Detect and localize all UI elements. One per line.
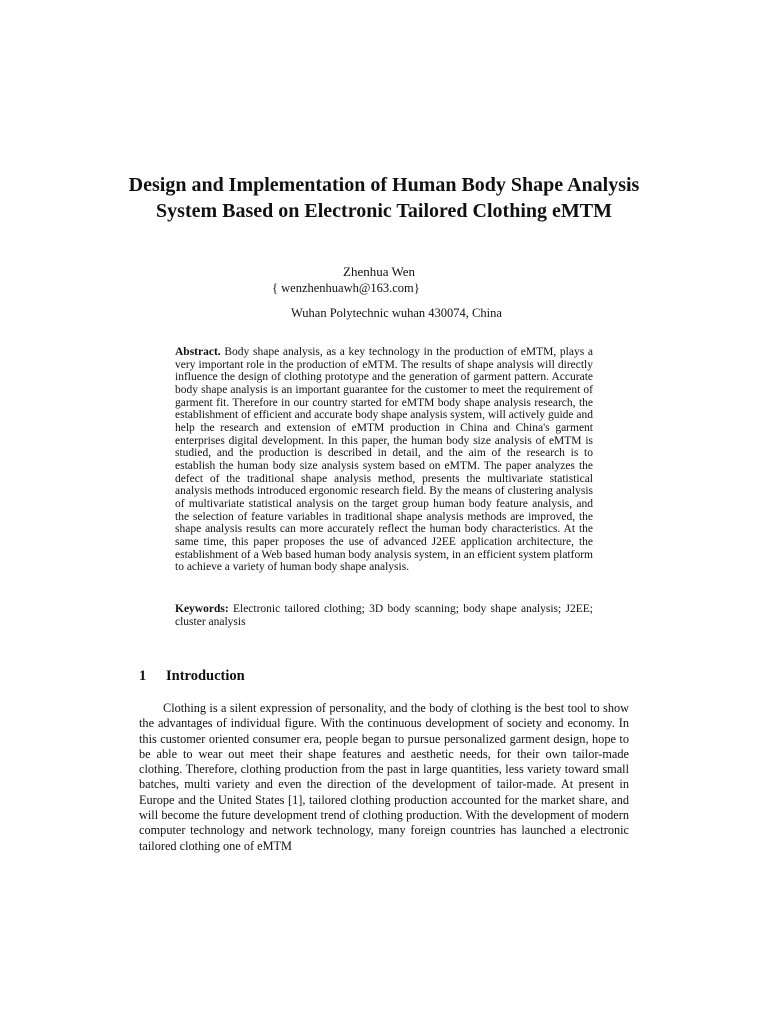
author-name: Zhenhua Wen [343, 264, 415, 279]
keywords-text: Electronic tailored clothing; 3D body scanning; body shape analysis; J2EE; cluster analysis [175, 603, 593, 628]
abstract [175, 346, 593, 574]
keywords [175, 603, 593, 628]
introduction-paragraph: Clothing is a silent expression of personality, and the body of clothing is the best tool to show the advantages of individual figure. With the continuous development of society and economy. In this customer oriented consumer era, people began to pursue personalized garment design, hope to be able to wear out meet their shape features and aesthetic needs, for their own tailor-made clothing. Therefore, clothing production from the past in large quantities, less variety toward small batches, multi variety and even the direction of the development of tailor-made. At present in Europe and the United States [1], tailored clothing production accounted for the market share, and will become the future development trend of clothing production. With the development of modern computer technology and network technology, many foreign countries has launched a electronic tailored clothing one of eMTM [139, 701, 629, 853]
abstract-label: Abstract. [175, 346, 221, 358]
keywords-label: Keywords: [175, 603, 229, 615]
paper-title: Design and Implementation of Human Body Shape Analysis System Based on Electronic Tailored Clothing eMTM [128, 174, 640, 222]
author-affiliation: Wuhan Polytechnic wuhan 430074, China [291, 306, 502, 320]
author-email: { wenzhenhuawh@163.com} [272, 281, 420, 295]
abstract-text: Body shape analysis, as a key technology in the production of eMTM, plays a very important role in the production of eMTM. The results of shape analysis will directly influence the design of clothing prototype and the generation of garment pattern. Accurate body shape analysis is an important guarantee for the customer to meet the requirement of garment fit. Therefore in our country started for eMTM body shape analysis research, the establishment of efficient and accurate body shape analysis system, will actively guide and help the research and extension of eMTM production in China and China's garment enterprises digital development. In this paper, the human body size analysis of eMTM is studied, and the production is described in detail, and the aim of the research is to establish the human body size analysis system based on eMTM. The paper analyzes the defect of the traditional shape analysis method, presents the multivariate statistical analysis methods introduced ergonomic research field. By the means of clustering analysis of multivariate statistical analysis on the target group human body feature analysis, and the selection of feature variables in traditional shape analysis methods are improved, the shape analysis results can more accurately reflect the human body characteristics. At the same time, this paper proposes the use of advanced J2EE application architecture, the establishment of a Web based human body analysis system, in an efficient system platform to achieve a variety of human body shape analysis. [175, 346, 594, 574]
section-heading-introduction [139, 667, 439, 685]
section-title: Introduction [166, 668, 245, 684]
section-number: 1 [139, 668, 147, 684]
